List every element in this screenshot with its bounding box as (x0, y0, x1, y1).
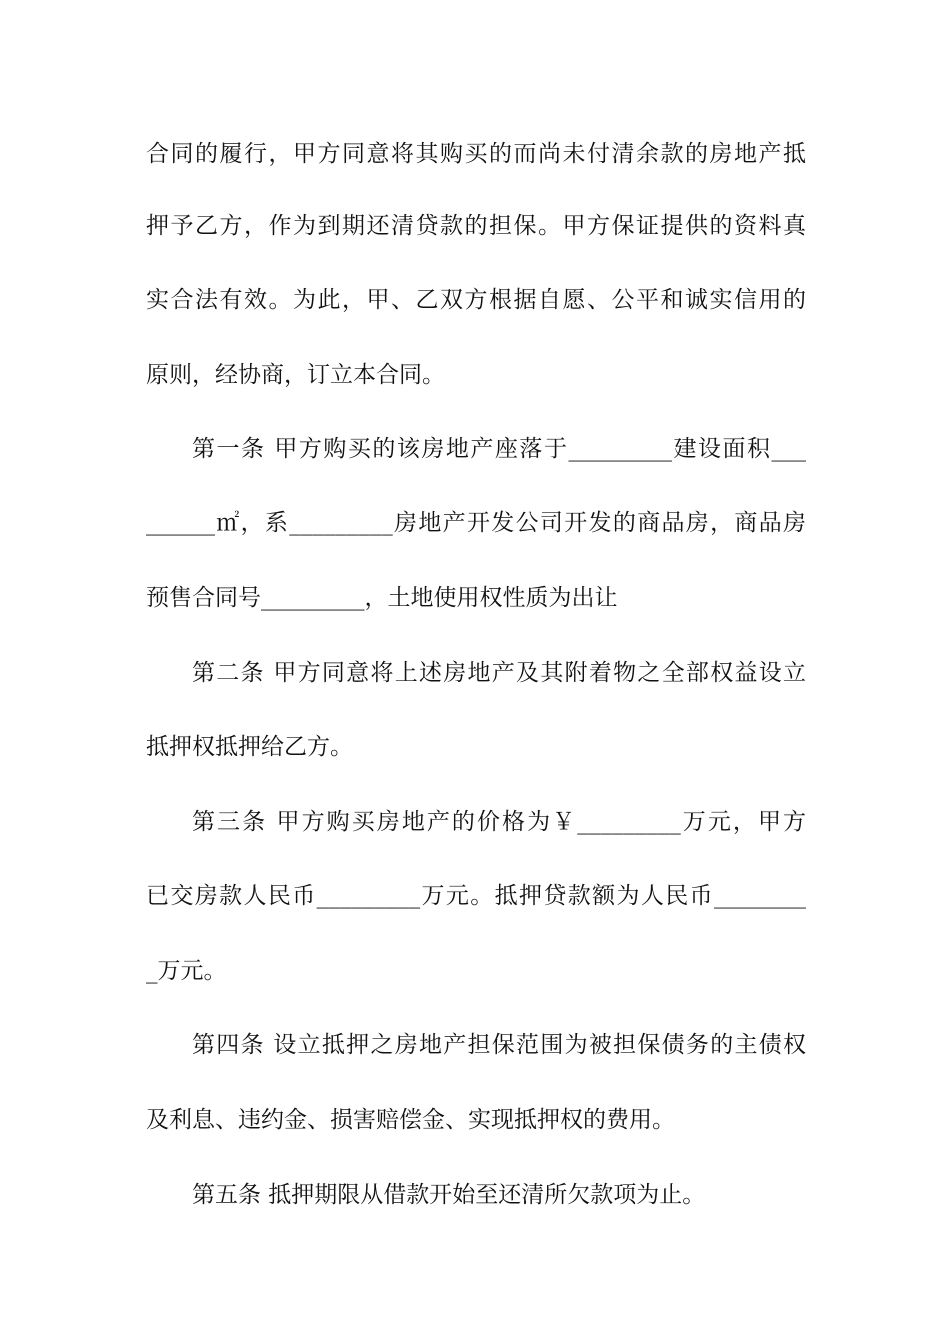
article-3-line: 已交房款人民币_________万元。抵押贷款额为人民币________ (146, 883, 806, 909)
paragraph-line: 押予乙方，作为到期还清贷款的担保。甲方保证提供的资料真 (146, 213, 806, 239)
paragraph-line: 实合法有效。为此，甲、乙双方根据自愿、公平和诚实信用的 (146, 287, 806, 313)
article-1-line: 第一条 甲方购买的该房地产座落于_________建设面积___ (192, 436, 806, 462)
article-5-line: 第五条 抵押期限从借款开始至还清所欠款项为止。 (192, 1182, 706, 1208)
paragraph-line: 合同的履行，甲方同意将其购买的而尚未付清余款的房地产抵 (146, 141, 806, 167)
article-4-line: 第四条 设立抵押之房地产担保范围为被担保债务的主债权 (192, 1032, 806, 1058)
article-3-line: _万元。 (146, 958, 227, 984)
article-2-line: 抵押权抵押给乙方。 (146, 734, 353, 760)
article-1-line: ______㎡，系_________房地产开发公司开发的商品房，商品房 (146, 510, 806, 536)
article-4-line: 及利息、违约金、损害赔偿金、实现抵押权的费用。 (146, 1107, 675, 1133)
paragraph-line: 原则，经协商，订立本合同。 (146, 362, 445, 388)
article-3-line: 第三条 甲方购买房地产的价格为￥_________万元，甲方 (192, 809, 806, 835)
article-2-line: 第二条 甲方同意将上述房地产及其附着物之全部权益设立 (192, 660, 806, 686)
article-1-line: 预售合同号_________，土地使用权性质为出让 (146, 585, 618, 611)
